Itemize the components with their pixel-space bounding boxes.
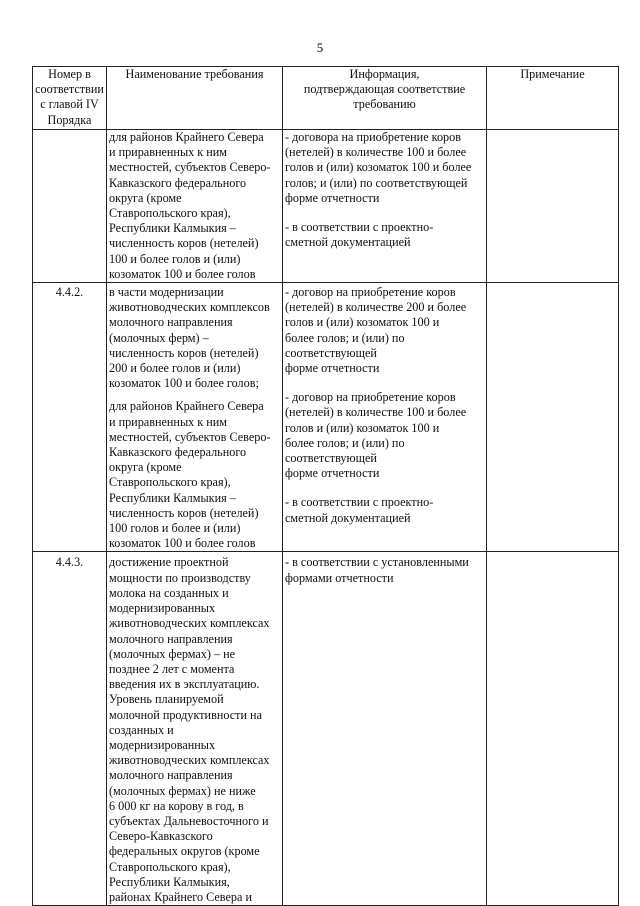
requirements-table <box>32 66 619 906</box>
info-text: - в соответствии с проектно- сметной документацией <box>285 220 434 250</box>
confirming-info-cell <box>283 552 487 906</box>
row-number: 4.4.2. <box>33 283 107 552</box>
header-confirming-info: Информация, подтверждающая соответствие требованию <box>283 67 487 130</box>
info-text: - договор на приобретение коров (нетелей) в количестве 100 и более голов и (или) козоматок 100 и более голов; и (или) по соответствующей форме отчетности <box>285 390 467 481</box>
confirming-info-cell <box>283 283 487 552</box>
table-row <box>33 552 619 906</box>
note-cell <box>487 552 619 906</box>
requirement-name-cell <box>107 552 283 906</box>
requirement-name-cell <box>107 130 283 283</box>
requirement-text: достижение проектной мощности по производству молока на созданных и модернизированных животноводческих комплексах молочного направления (молочных фермах) – не позднее 2 лет с момента введения их в эксплуатацию. Уровень планируемой молочной продуктивности на созданных и модернизированных животноводческих комплексах молочного направления (молочных фермах) не ниже 6 000 кг на корову в год, в субъектах Дальневосточного и Северо-Кавказского федеральных округов (кроме Ставропольского края), Республики Калмыкия, районах Крайнего Севера и <box>109 555 270 904</box>
header-note: Примечание <box>487 67 619 130</box>
row-number <box>33 130 107 283</box>
info-text: - в соответствии с проектно- сметной документацией <box>285 495 434 525</box>
table-row <box>33 130 619 283</box>
confirming-info-cell <box>283 130 487 283</box>
row-number: 4.4.3. <box>33 552 107 906</box>
requirement-name-cell <box>107 283 283 552</box>
note-cell <box>487 130 619 283</box>
requirement-text: для районов Крайнего Севера и приравненных к ним местностей, субъектов Северо- Кавказского федерального округа (кроме Ставропольского края), Республики Калмыкия – численность коров (нетелей) 100 и более голов и (или) козоматок 100 и более голов <box>109 130 271 281</box>
requirement-text: для районов Крайнего Севера и приравненных к ним местностей, субъектов Северо- Кавказского федерального округа (кроме Ставропольского края), Республики Калмыкия – численность коров (нетелей) 100 голов и более и (или) козоматок 100 и более голов <box>109 399 271 551</box>
note-cell <box>487 283 619 552</box>
header-number: Номер в соответствии с главой IV Порядка <box>33 67 107 130</box>
info-text: - в соответствии с установленными формами отчетности <box>285 555 469 585</box>
page-number: 5 <box>316 40 324 55</box>
table-header-row <box>33 67 619 130</box>
requirement-text: в части модернизации животноводческих комплексов молочного направления (молочных ферм) – численность коров (нетелей) 200 и более голов и (или) козоматок 100 и более голов; <box>109 285 270 391</box>
table-row <box>33 283 619 552</box>
header-requirement-name: Наименование требования <box>107 67 283 130</box>
info-text: - договора на приобретение коров (нетелей) в количестве 100 и более голов и (или) козоматок 100 и более голов; и (или) по соответствующей форме отчетности <box>285 130 472 205</box>
info-text: - договор на приобретение коров (нетелей) в количестве 200 и более голов и (или) козоматок 100 и более голов; и (или) по соответствующей форме отчетности <box>285 285 467 376</box>
